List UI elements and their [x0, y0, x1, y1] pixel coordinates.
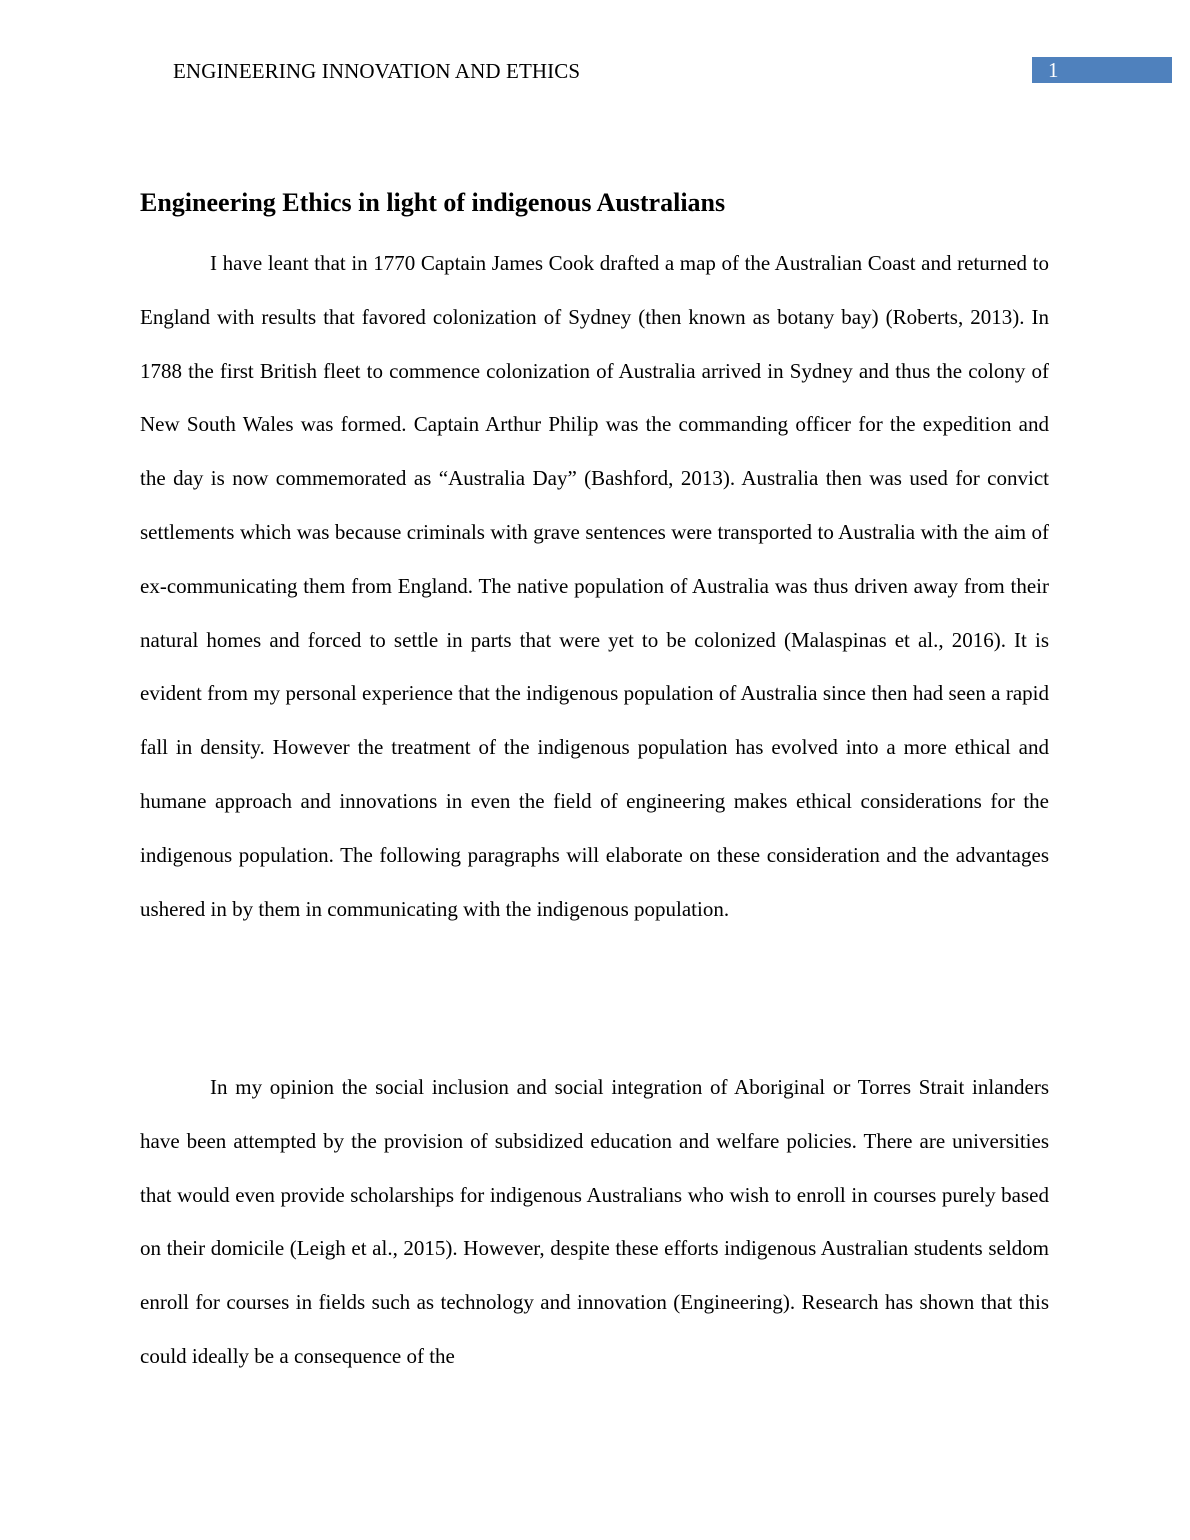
body-paragraph-2: In my opinion the social inclusion and social integration of Aboriginal or Torres Strait inlanders have been attempted by the provision of subsidized education and welfare policies. There are universities that would even provide scholarships for indigenous Australians who wish to enroll in courses purely based on their domicile (Leigh et al., 2015). However, despite these efforts indigenous Australian students seldom enroll for courses in fields such as technology and innovation (Engineering). Research has shown that this could ideally be a consequence of the [140, 1075, 1049, 1368]
body-paragraph-1: I have leant that in 1770 Captain James Cook drafted a map of the Australian Coast and returned to England with results that favored colonization of Sydney (then known as botany bay) (Roberts, 2013). In 1788 the first British fleet to commence colonization of Australia arrived in Sydney and thus the colony of New South Wales was formed. Captain Arthur Philip was the commanding officer for the expedition and the day is now commemorated as “Australia Day” (Bashford, 2013). Australia then was used for convict settlements which was because criminals with grave sentences were transported to Australia with the aim of ex-communicating them from England. The native population of Australia was thus driven away from their natural homes and forced to settle in parts that were yet to be colonized (Malaspinas et al., 2016). It is evident from my personal experience that the indigenous population of Australia since then had seen a rapid fall in density. However the treatment of the indigenous population has evolved into a more ethical and humane approach and innovations in even the field of engineering makes ethical considerations for the indigenous population. The following paragraphs will elaborate on these consideration and the advantages ushered in by them in communicating with the indigenous population. [140, 251, 1049, 921]
document-title: Engineering Ethics in light of indigenous Australians [140, 188, 726, 217]
page-number-badge [1032, 57, 1172, 83]
running-head: ENGINEERING INNOVATION AND ETHICS [173, 59, 581, 83]
page-number: 1 [1048, 58, 1059, 82]
